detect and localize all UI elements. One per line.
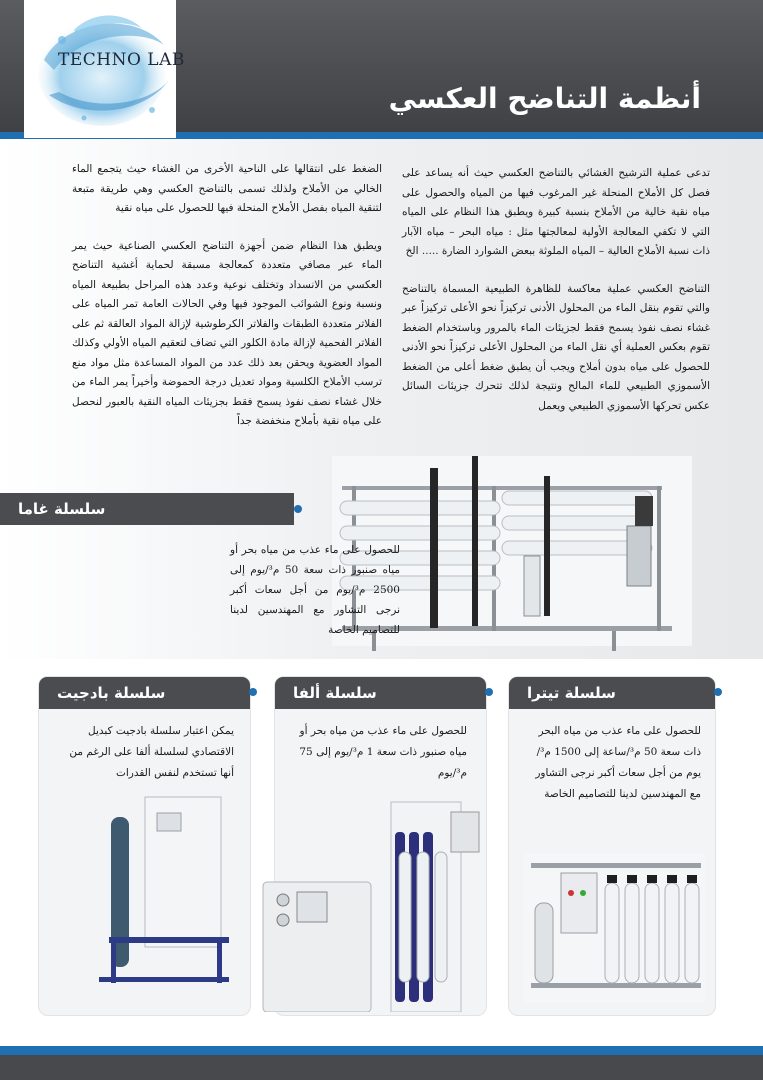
intro-paragraph: التناضح العكسي عملية معاكسة للظاهرة الطبيعية المسماة بالتناضح والتي تقوم بنقل الماء من المحلول الأدنى تركيزاً نحو الأعلى تركيزاً عبر غشاء نصف نفوذ يسمح فقط لجزيئات الماء بالمرور وباستخدام الضغط تقوم بعكس العملية أي نقل الماء من المحلول الأعلى تركيزاً نحو الأدنى للحصول على مياه بدون أملاح ويجب أن يطبق ضغط أعلى من الضغط الأسموزي الطبيعي للماء المالح ونتيجة لذلك تتحرك جزيئات السائل عكس تحركها الأسموزي الطبيعي ويعمل — [402, 282, 710, 412]
badget-card-header — [39, 677, 250, 709]
page-title: أنظمة التناضح العكسي — [388, 82, 701, 115]
gamma-series-text: للحصول على ماء عذب من مياه بحر أو مياه صنبور ذات سعة 50 م³/يوم إلى 2500 م³/يوم من أجل سعات أكبر نرجى التشاور مع المهندسين لدينا للتصاميم الخاصة — [230, 544, 401, 636]
intro-right-column — [402, 164, 710, 434]
alpha-card-text: للحصول على ماء عذب من مياه بحر أو مياه صنبور ذات سعة 1 م³/يوم إلى 75 م³/يوم — [299, 725, 467, 779]
bullet-dot — [485, 688, 493, 696]
intro-left-column — [72, 160, 382, 450]
bullet-dot — [249, 688, 257, 696]
logo-text: TECHNO LAB — [58, 50, 185, 70]
footer-stripe-blue — [0, 1046, 763, 1055]
tetra-card — [508, 676, 716, 1016]
tetra-card-text: للحصول على ماء عذب من مياه البحر ذات سعة 50 م³/ساعة إلى 1500 م³/يوم من أجل سعات أكبر نرجى التشاور مع المهندسين لدينا للتصاميم الخاصة — [535, 725, 701, 800]
logo — [24, 0, 185, 138]
gamma-series-title: سلسلة غاما — [18, 500, 106, 518]
intro-paragraph: تدعى عملية الترشيح الغشائي بالتناضح العكسي حيث أنه يساعد على فصل كل الأملاح المنحلة غير المرغوب فيها من المياه والحصول على مياه نقية خالية من الأملاح بنسبة كبيرة ويطبق هذا النظام على المياه التي لا تكفي المعالجة الأولية لمعالجتها مثل : مياه البحر – مياه الآبار ذات نسبة الأملاح العالية – المياه الملوثة ببعض الشوارد الضارة ..... الخ — [402, 167, 710, 257]
intro-paragraph: الضغط على انتقالها على الناحية الأخرى من الغشاء حيث يتجمع الماء الخالي من الأملاح ولذلك تسمى بالتناضح العكسي وهي طريقة متبعة لتنقية المياه بفصل الأملاح المنحلة فيها للحصول على مياه نقية — [72, 163, 382, 214]
footer-bar — [0, 1055, 763, 1080]
alpha-card-header — [275, 677, 486, 709]
bullet-dot — [714, 688, 722, 696]
tetra-card-header — [509, 677, 715, 709]
tetra-card-title: سلسلة تيترا — [527, 684, 616, 702]
badget-card-title: سلسلة بادجيت — [57, 684, 166, 702]
tetra-system-image — [521, 843, 707, 1009]
badget-card — [38, 676, 251, 1016]
gamma-series-header — [0, 493, 294, 525]
alpha-system-image — [261, 792, 487, 1012]
alpha-card-title: سلسلة ألفا — [293, 684, 377, 702]
alpha-card — [274, 676, 487, 1016]
bullet-dot — [294, 505, 302, 513]
badget-card-text: يمكن اعتبار سلسلة بادجيت كبديل الاقتصادي لسلسلة ألفا على الرغم من أنها تستخدم لنفس القدرات — [69, 725, 234, 779]
badget-system-image — [89, 787, 229, 997]
intro-paragraph: ويطبق هذا النظام ضمن أجهزة التناضح العكسي الصناعية حيث يمر الماء عبر مصافي متعددة كمعالجة مسبقة لحماية أغشية التناضح العكسي من الانسداد وتختلف نوعية وعدد هذه المراحل بطبيعة المياه ونسبة ونوع الشوائب الموجود فيها وفي الحالات العامة تمر المياه على الفلاتر متعددة الطبقات والفلاتر الكرطوشية لإزالة المواد العالقة ثم على الفلاتر الفحمية لإزالة مادة الكلور التي تضاف لتعقيم المياه الأولي وكذلك المواد العضوية ويحقن بعد ذلك عدد من المواد المساعدة مثل مواد منع ترسب الأملاح الكلسية ومواد تعديل درجة الحموضة وأخيراً يمر الماء من خلال غشاء نصف نفوذ يسمح فقط بجزيئات المياه النقية بالعبور لنحصل على مياه نقية بأملاح منخفضة جداً — [72, 239, 382, 427]
